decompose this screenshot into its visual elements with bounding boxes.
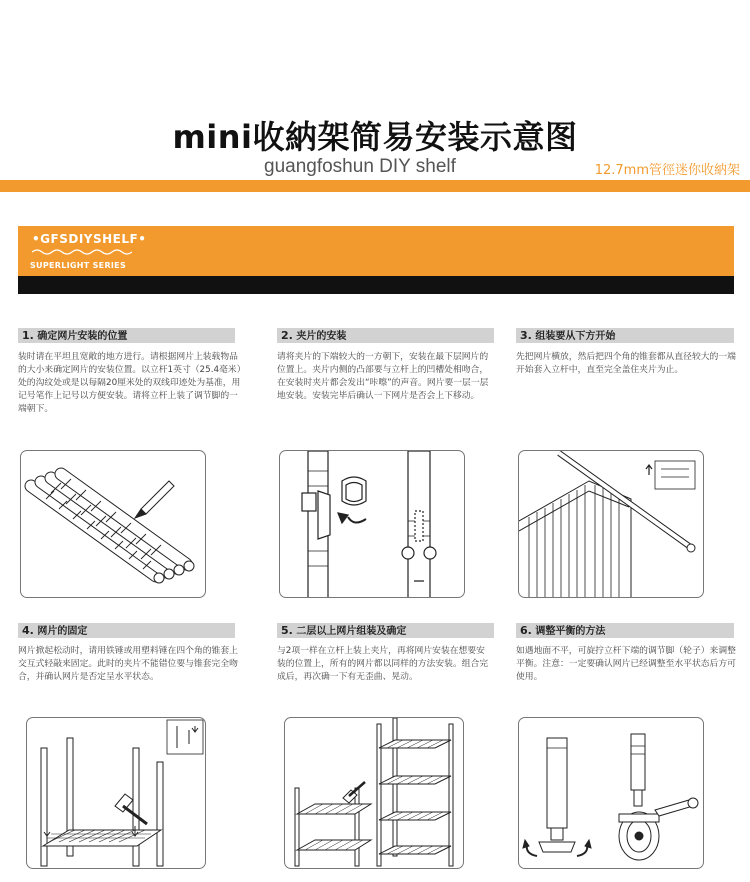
step-2-header: 2. 夹片的安装 <box>277 328 494 343</box>
step-3-header: 3. 组装要从下方开始 <box>516 328 734 343</box>
step-6-text: 如遇地面不平，可旋拧立杆下端的调节脚（轮子）来调整平衡。注意：一定要确认网片已经调整至水平状态后方可使用。 <box>516 646 736 682</box>
page-subtitle: guangfoshun DIY shelf <box>264 156 456 177</box>
step-5-illustration <box>284 717 464 869</box>
bullet-icon: • <box>32 232 41 246</box>
step-4-text: 网片掀起松动时，请用铁锤或用塑料锤在四个角的锥套上交互式轻敲来固定。此时的夹片不能错位要与锥套完全吻合，并确认网片是否定呈水平状态。 <box>18 646 238 682</box>
step-4-illustration <box>26 717 206 869</box>
step-5-text: 与2项一样在立杆上装上夹片，再将网片安装在想要安装的位置上，所有的网片都以同样的方法安装。组合完成后，再次确一下有无歪曲、晃动。 <box>277 646 489 682</box>
step-6-illustration <box>518 717 704 869</box>
step-3-text: 先把网片横放，然后把四个角的锥套都从直径较大的一端开始套入立杆中，直至完全盖住夹片为止。 <box>516 352 736 375</box>
step-5-header: 5. 二层以上网片组装及确定 <box>277 623 494 638</box>
step-1-header: 1. 确定网片安装的位置 <box>18 328 235 343</box>
step-1-text: 装时请在平坦且宽敞的地方进行。请根据网片上装载物品的大小来确定网片的安装位置。以立杆1英寸（25.4毫米）处的沟纹处或是以每隔20厘米处的双线印迹处为基准，用记号笔作上记号以方便安装。请将立杆上装了调节脚的一端朝下。 <box>18 352 242 414</box>
product-tagline: 12.7mm管徑迷你收納架 <box>594 163 740 178</box>
step-2-illustration <box>279 450 465 598</box>
step-6-header: 6. 调整平衡的方法 <box>516 623 734 638</box>
series-label: SUPERLIGHT SERIES <box>30 261 127 270</box>
wave-ornament-icon <box>32 248 132 256</box>
page-title: mini收納架简易安装示意图 <box>172 118 578 156</box>
brand-logo-text: •GFSDIYSHELF• <box>32 232 147 246</box>
step-2-text: 请将夹片的下端较大的一方朝下，安装在最下层网片的位置上。夹片内侧的凸部要与立杆上的凹槽处相吻合，在安装时夹片都会发出“咔嚓”的声音。网片要一层一层地安装。安装完毕后确认一下网片是否会上下移动。 <box>277 352 489 401</box>
step-1-illustration <box>20 450 206 598</box>
step-4-header: 4. 网片的固定 <box>18 623 235 638</box>
banner-underline <box>18 276 734 294</box>
step-3-illustration <box>518 450 704 598</box>
bullet-icon: • <box>138 232 147 246</box>
header-divider-bar <box>0 180 750 192</box>
